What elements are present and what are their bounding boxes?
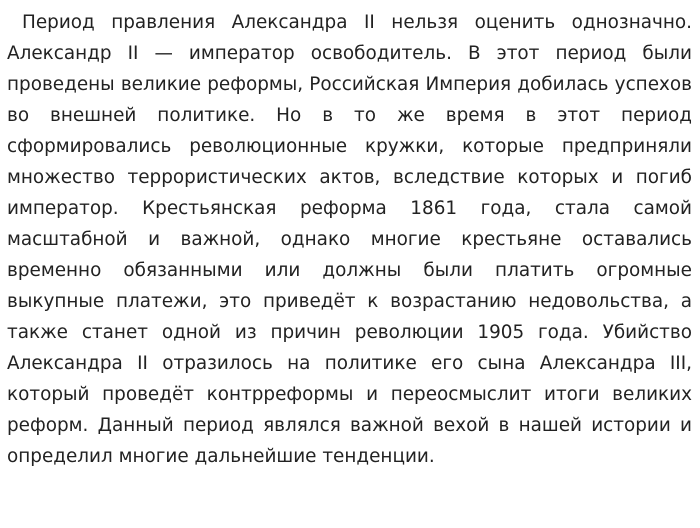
document-page	[7, 7, 692, 472]
essay-paragraph: Период правления Александра II нельзя оценить однозначно. Александр II — император освободитель. В этот период были проведены великие реформы, Российская Империя добилась успехов во внешней политике. Но в то же время в этот период сформировались революционные кружки, которые предприняли множество террористических актов, вследствие которых и погиб император. Крестьянская реформа 1861 года, стала самой масштабной и важной, однако многие крестьяне оставались временно обязанными или должны были платить огромные выкупные платежи, это приведёт к возрастанию недовольства, а также станет одной из причин революции 1905 года. Убийство Александра II отразилось на политике его сына Александра III, который проведёт контрреформы и переосмыслит итоги великих реформ. Данный период являлся важной вехой в нашей истории и определил многие дальнейшие тенденции.	[7, 12, 692, 467]
